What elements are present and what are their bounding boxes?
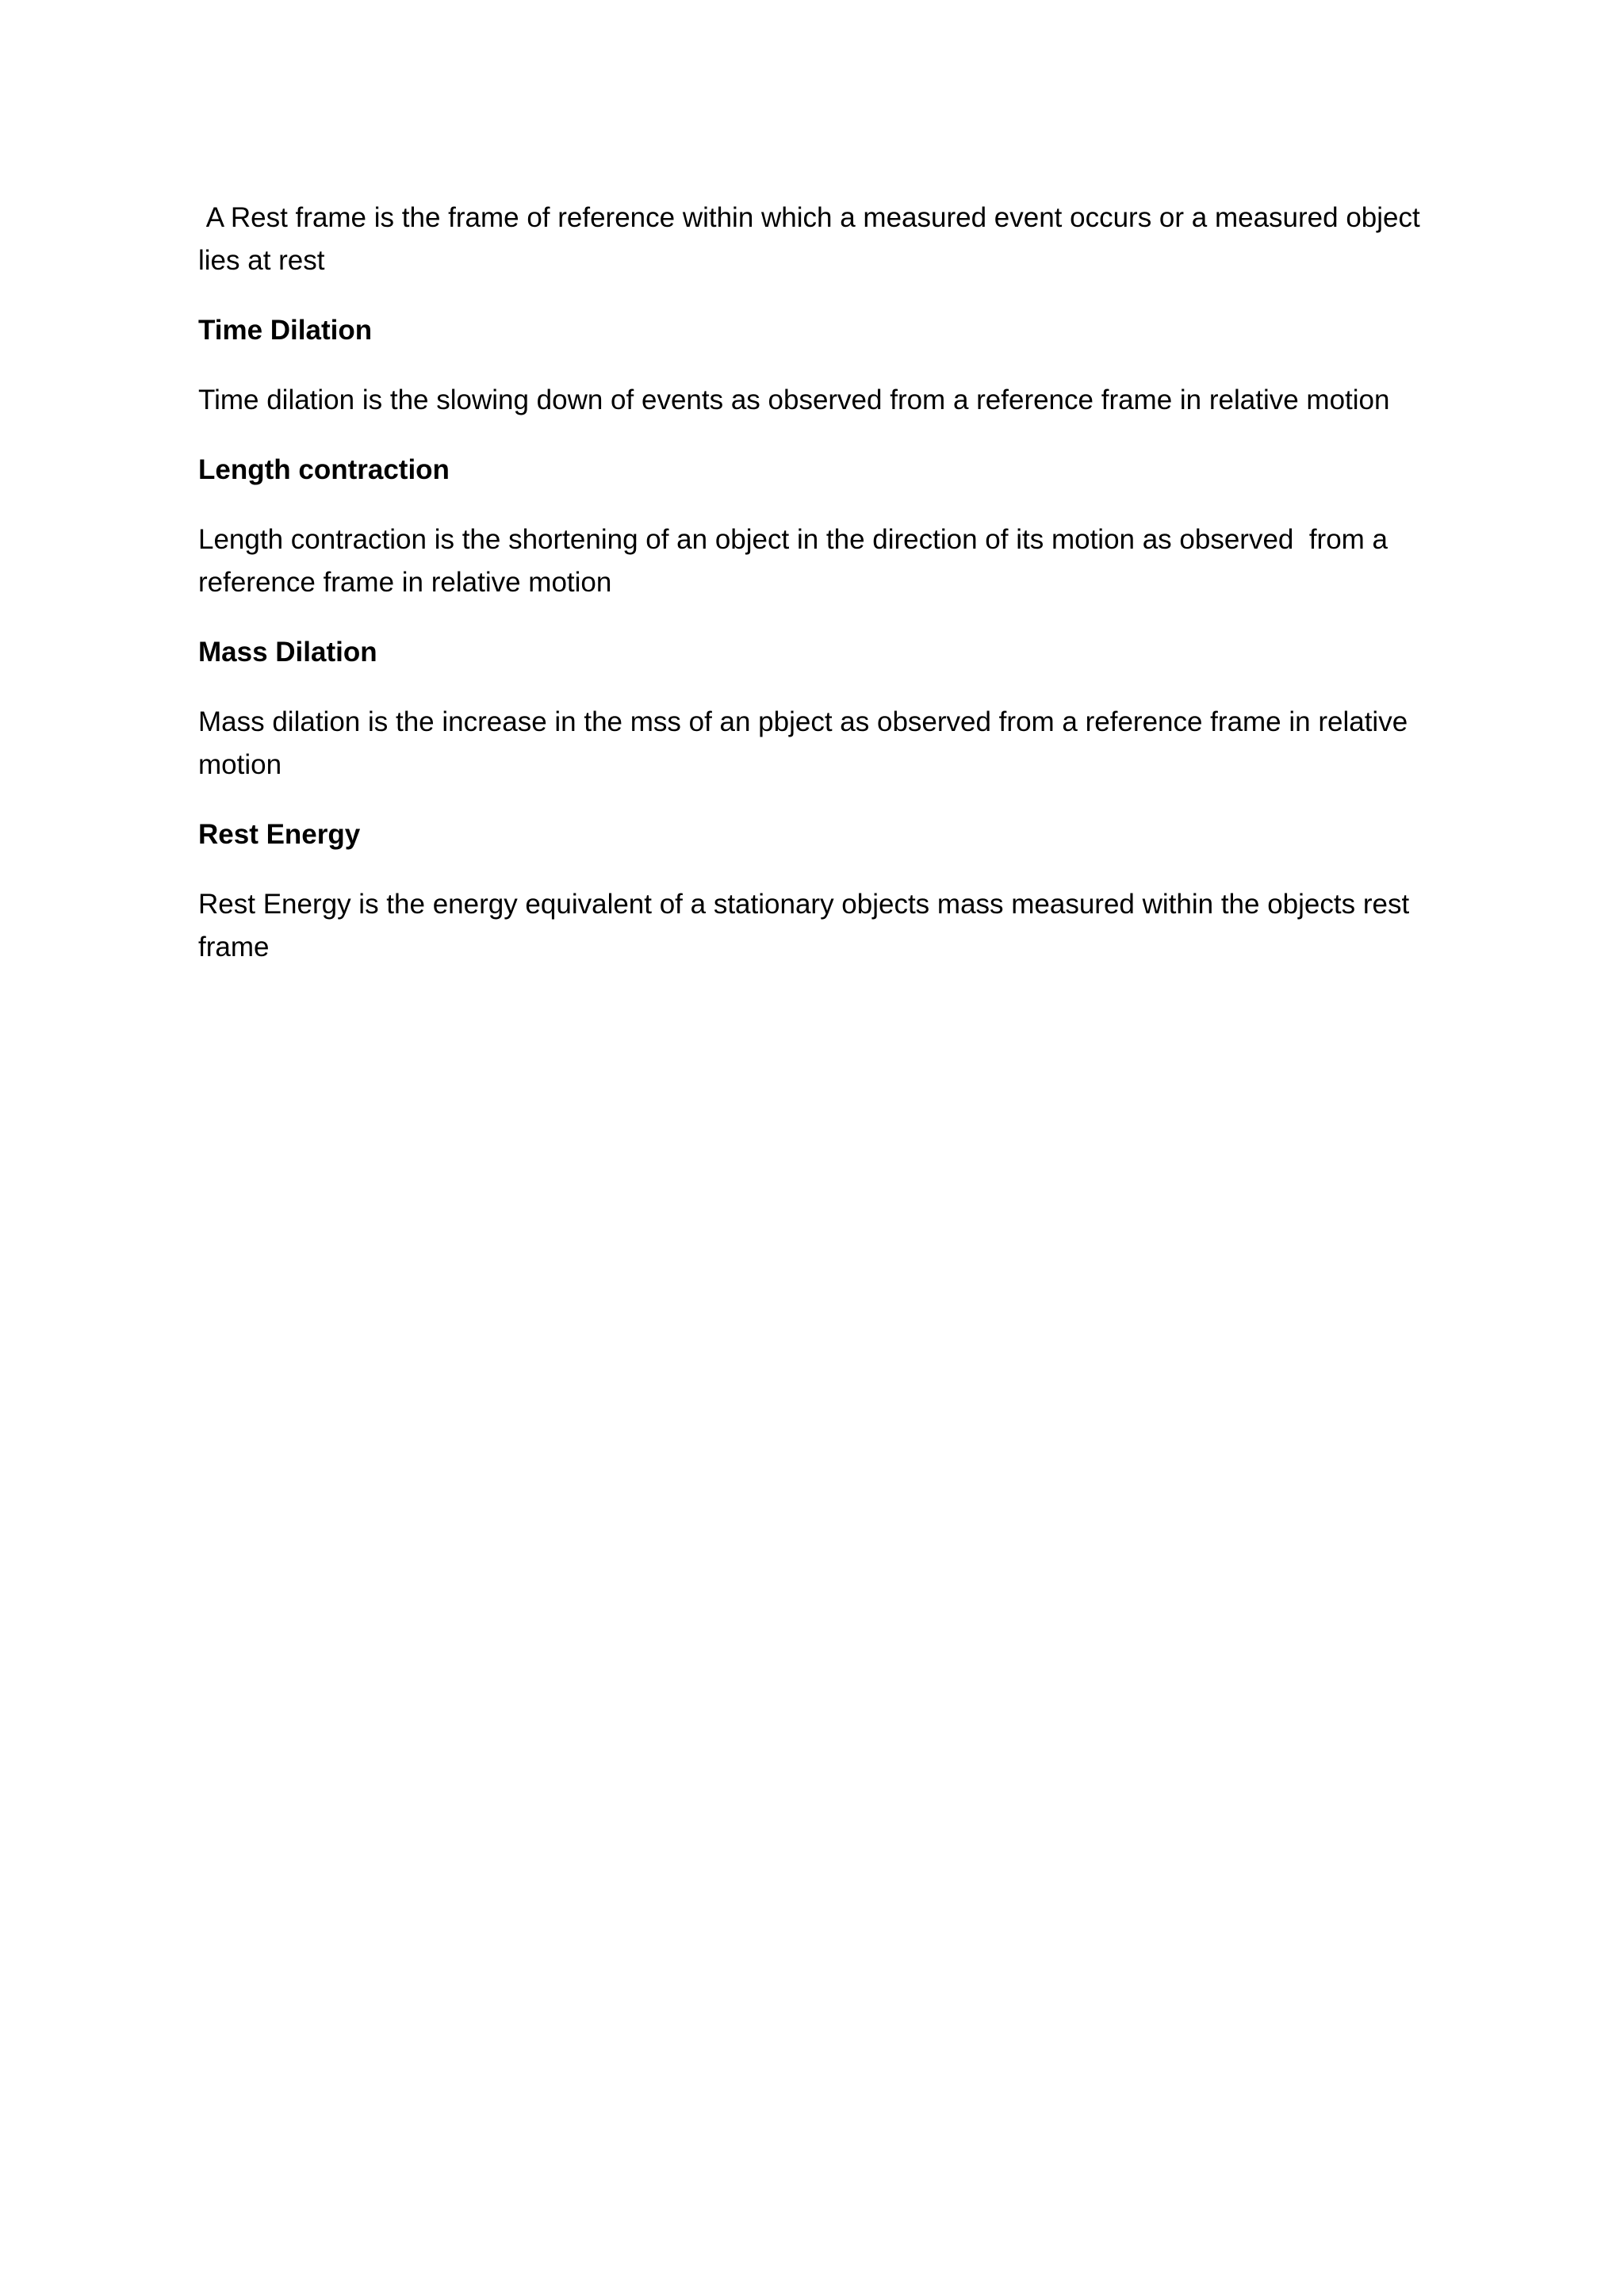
rest-energy-heading: Rest Energy (198, 819, 361, 850)
time-dilation-definition: Time dilation is the slowing down of events as observed from a reference frame in relative motion (198, 385, 1390, 415)
length-contraction-heading: Length contraction (198, 454, 450, 485)
document-body (198, 197, 1435, 996)
rest-energy-definition: Rest Energy is the energy equivalent of a stationary objects mass measured within the objects rest frame (198, 889, 1417, 962)
length-contraction-definition: Length contraction is the shortening of an object in the direction of its motion as observed from a reference frame in relative motion (198, 524, 1396, 598)
rest-frame-definition: A Rest frame is the frame of reference within which a measured event occurs or a measured object lies at rest (198, 202, 1428, 276)
mass-dilation-definition: Mass dilation is the increase in the mss of an pbject as observed from a reference frame in relative motion (198, 706, 1415, 780)
time-dilation-heading: Time Dilation (198, 315, 373, 346)
mass-dilation-heading: Mass Dilation (198, 637, 377, 668)
